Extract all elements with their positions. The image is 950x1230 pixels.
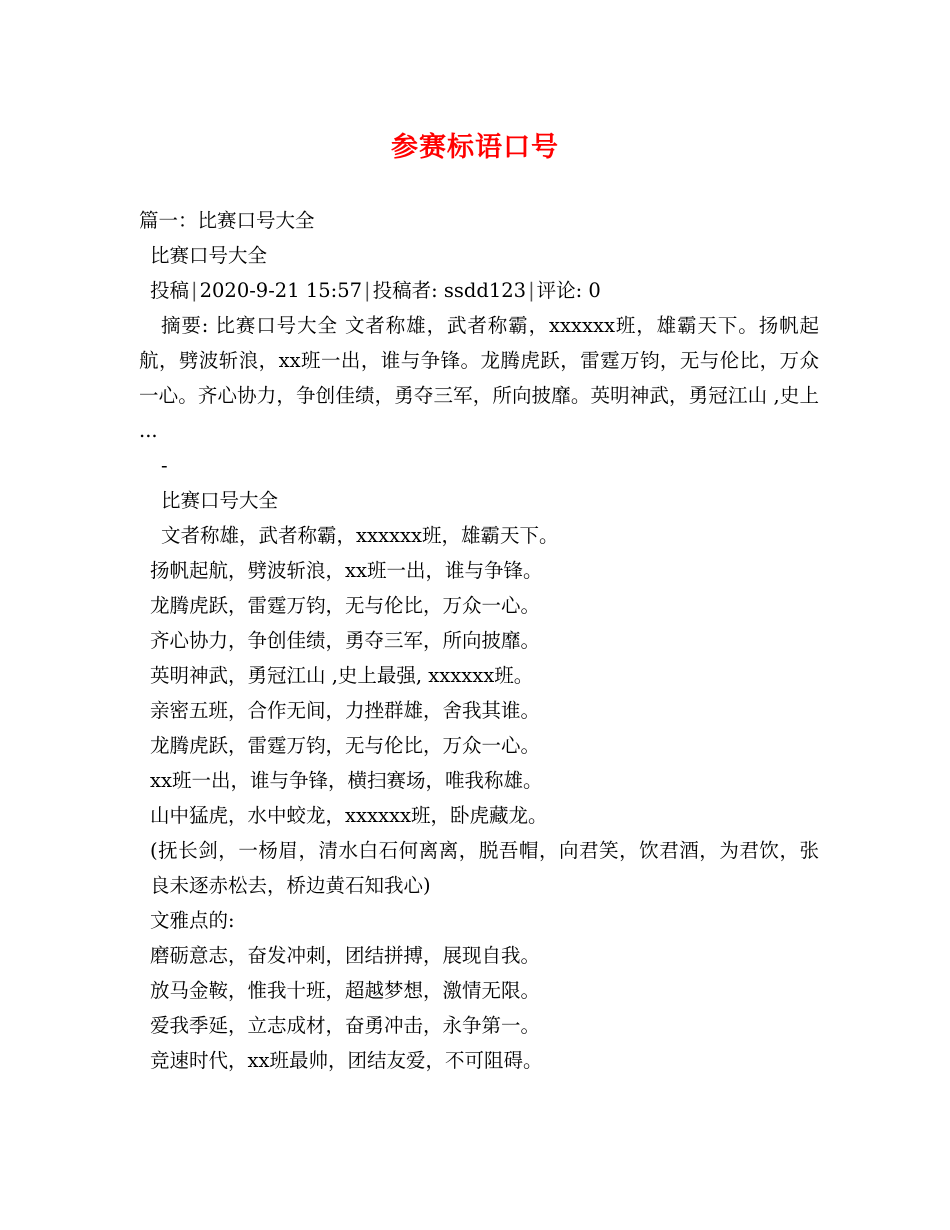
slogan-line: 齐心协力，争创佳绩，勇夺三军，所向披靡。 bbox=[150, 629, 541, 652]
elegant-slogan-line: 竞速时代，xx班最帅，团结友爱，不可阻碍。 bbox=[150, 1049, 543, 1072]
post-author: 投稿者: ssdd123 bbox=[372, 279, 527, 302]
summary-paragraph: 摘要: 比赛口号大全 文者称雄，武者称霸，xxxxxx班，雄霸天下。扬帆起航，劈波斩浪，xx班一出，谁与争锋。龙腾虎跃，雷霆万钧，无与伦比，万众一心。齐心协力，争创佳绩，勇夺三军，所向披靡。英明神武，勇冠江山 ,史上 ... bbox=[139, 314, 819, 442]
meta-separator: | bbox=[528, 279, 535, 302]
slogan-line: 山中猛虎，水中蛟龙，xxxxxx班，卧虎藏龙。 bbox=[150, 804, 548, 827]
poem-paragraph: (抚长剑，一杨眉，清水白石何离离，脱吾帽，向君笑，饮君酒，为君饮，张良未逐赤松去，桥边黄石知我心) bbox=[150, 839, 819, 897]
slogan-line: 龙腾虎跃，雷霆万钧，无与伦比，万众一心。 bbox=[150, 734, 541, 757]
elegant-slogan-line: 爱我季延，立志成材，奋勇冲击，永争第一。 bbox=[150, 1014, 541, 1037]
slogan-line: xx班一出，谁与争锋，横扫赛场，唯我称雄。 bbox=[150, 769, 543, 792]
slogan-line: 英明神武，勇冠江山 ,史上最强, xxxxxx班。 bbox=[150, 664, 534, 687]
post-date-time: 2020-9-21 15:57 bbox=[199, 279, 363, 302]
slogan-line: 龙腾虎跃，雷霆万钧，无与伦比，万众一心。 bbox=[150, 594, 541, 617]
meta-separator: | bbox=[191, 279, 198, 302]
section-heading: 篇一：比赛口号大全 bbox=[139, 209, 315, 232]
post-comments: 评论: 0 bbox=[536, 279, 601, 302]
post-meta bbox=[139, 273, 819, 308]
elegant-slogan-line: 放马金鞍，惟我十班，超越梦想，激情无限。 bbox=[150, 979, 541, 1002]
document-body bbox=[139, 203, 819, 1078]
post-label: 投稿 bbox=[150, 279, 190, 302]
body-heading: 比赛口号大全 bbox=[161, 489, 279, 512]
sub-heading: 比赛口号大全 bbox=[150, 244, 268, 267]
divider-dash: - bbox=[161, 454, 168, 477]
meta-separator: | bbox=[364, 279, 371, 302]
document-title: 参赛标语口号 bbox=[391, 132, 559, 163]
elegant-label: 文雅点的: bbox=[150, 909, 235, 932]
elegant-slogan-line: 磨砺意志，奋发冲刺，团结拼搏，展现自我。 bbox=[150, 944, 541, 967]
slogan-line: 文者称雄，武者称霸，xxxxxx班，雄霸天下。 bbox=[161, 524, 559, 547]
slogan-line: 亲密五班，合作无间，力挫群雄，舍我其谁。 bbox=[150, 699, 541, 722]
slogan-line: 扬帆起航，劈波斩浪，xx班一出，谁与争锋。 bbox=[150, 559, 543, 582]
